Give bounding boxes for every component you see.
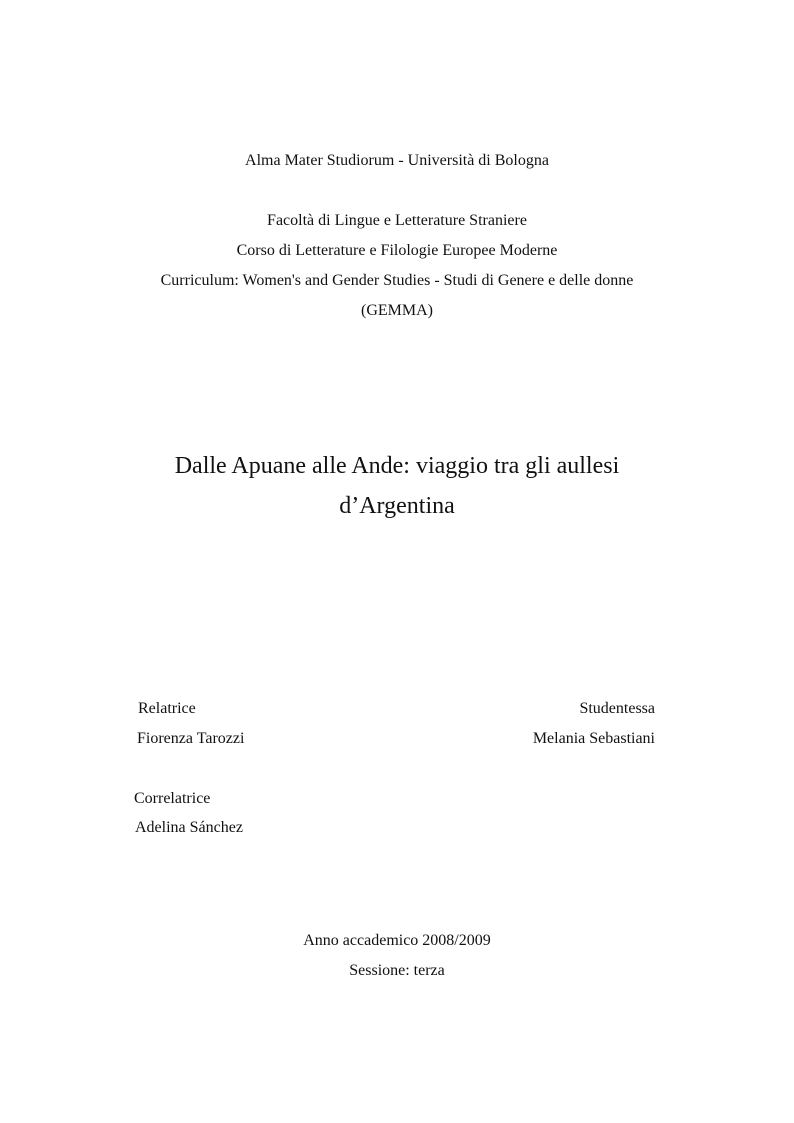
academic-year: Anno accademico 2008/2009 (303, 932, 491, 949)
student-label: Studentessa (579, 700, 655, 717)
thesis-title-line-1: Dalle Apuane alle Ande: viaggio tra gli aullesi (174, 453, 620, 479)
curriculum-name: Curriculum: Women's and Gender Studies - Studi di Genere e delle donne (160, 272, 634, 289)
thesis-title-line-2: d’Argentina (339, 493, 455, 519)
co-supervisor-label: Correlatrice (134, 790, 211, 807)
student-name: Melania Sebastiani (532, 730, 655, 747)
session: Sessione: terza (349, 962, 445, 979)
faculty-name: Facoltà di Lingue e Letterature Straniere (267, 212, 527, 229)
supervisor-name: Fiorenza Tarozzi (137, 730, 245, 747)
university-name: Alma Mater Studiorum - Università di Bologna (245, 152, 549, 169)
co-supervisor-name: Adelina Sánchez (135, 819, 243, 836)
supervisor-label: Relatrice (138, 700, 196, 717)
curriculum-code: (GEMMA) (361, 302, 433, 319)
course-name: Corso di Letterature e Filologie Europee Moderne (236, 242, 558, 259)
